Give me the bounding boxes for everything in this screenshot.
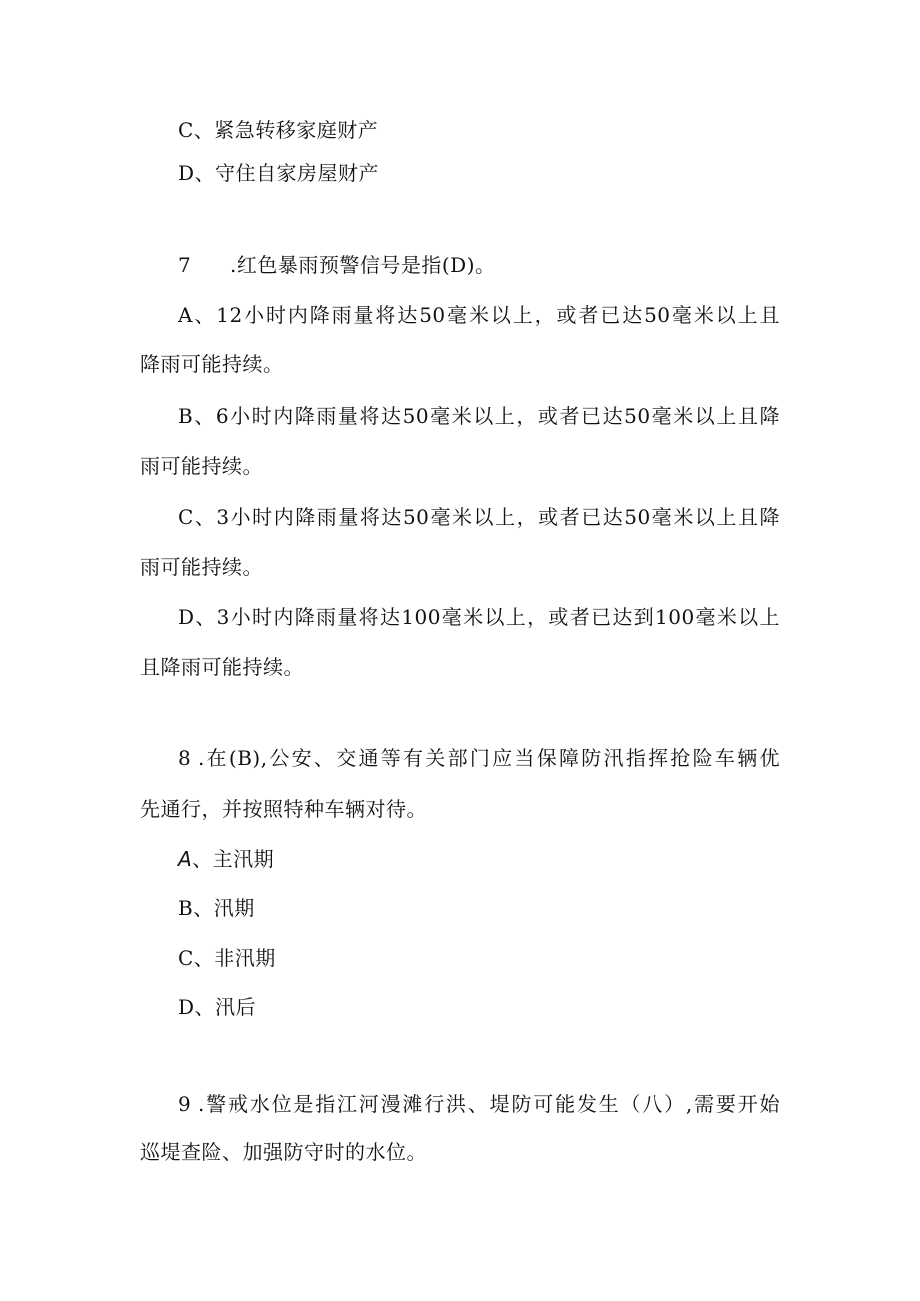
question-7-text: .红色暴雨预警信号是指(D)。 bbox=[230, 253, 496, 277]
q8-option-b: B、汛期 bbox=[178, 896, 255, 920]
q7-option-c-line1: C、3小时内降雨量将达50毫米以上，或者已达50毫米以上且降 bbox=[178, 505, 780, 529]
question-8-line2: 先通行，并按照特种车辆对待。 bbox=[140, 797, 427, 821]
q6-option-d: D、守住自家房屋财产 bbox=[178, 161, 380, 185]
question-8-text: .在(B),公安、交通等有关部门应当保障防汛指挥抢险车辆优 bbox=[198, 746, 780, 770]
q7-option-b-line2: 雨可能持续。 bbox=[140, 454, 263, 478]
q7-option-d-line1: D、3小时内降雨量将达100毫米以上，或者已达到100毫米以上 bbox=[178, 605, 780, 629]
q7-option-a-line1: A、12小时内降雨量将达50毫米以上，或者已达50毫米以上且 bbox=[178, 303, 780, 327]
q7-option-c-line2: 雨可能持续。 bbox=[140, 555, 263, 579]
question-7 bbox=[178, 253, 496, 277]
q7-option-d-line2: 且降雨可能持续。 bbox=[140, 655, 304, 679]
question-9-line1 bbox=[178, 1092, 780, 1116]
q7-option-b-line1: B、6小时内降雨量将达50毫米以上，或者已达50毫米以上且降 bbox=[178, 404, 780, 428]
q6-option-c: C、紧急转移家庭财产 bbox=[178, 118, 379, 142]
q8-option-d: D、汛后 bbox=[178, 995, 257, 1019]
question-9-line2: 巡堤查险、加强防守时的水位。 bbox=[140, 1140, 427, 1164]
q7-option-a-line2: 降雨可能持续。 bbox=[140, 352, 284, 376]
q8-option-a bbox=[178, 847, 274, 871]
q8-option-a-letter: A bbox=[178, 847, 193, 871]
question-7-number: 7 bbox=[178, 253, 192, 277]
question-8-line1 bbox=[178, 746, 780, 770]
question-9-text: .警戒水位是指江河漫滩行洪、堤防可能发生（八）,需要开始 bbox=[198, 1092, 780, 1116]
q8-option-c: C、非汛期 bbox=[178, 946, 276, 970]
question-9-number: 9 bbox=[178, 1092, 192, 1116]
q8-option-a-text: 、主汛期 bbox=[192, 847, 275, 871]
question-8-number: 8 bbox=[178, 746, 192, 770]
